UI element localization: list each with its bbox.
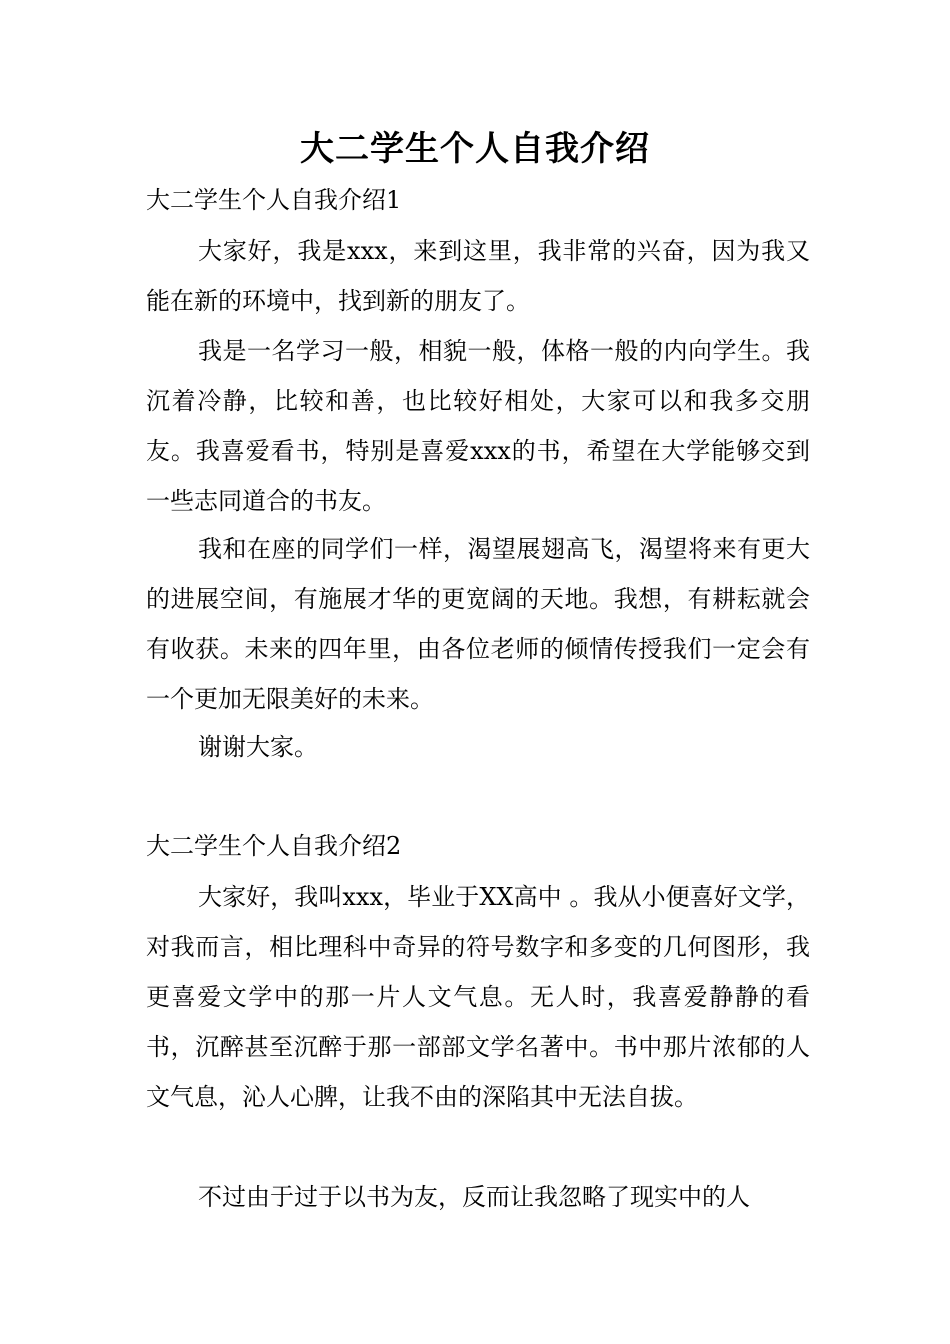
section-heading-2: 大二学生个人自我介绍2 xyxy=(146,832,402,860)
paragraph-self-description: 我是一名学习一般，相貌一般，体格一般的内向学生。我沉着冷静，比较和善，也比较好相处，大家可以和我多交朋友。我喜爱看书，特别是喜爱xxx的书，希望在大学能够交到一些志同道合的书友。 xyxy=(146,337,810,515)
document-title: 大二学生个人自我介绍 xyxy=(300,129,650,169)
paragraph-aspiration: 我和在座的同学们一样，渴望展翅高飞，渴望将来有更大的进展空间，有施展才华的更宽阔的天地。我想，有耕耘就会有收获。未来的四年里，由各位老师的倾情传授我们一定会有一个更加无限美好的未来。 xyxy=(146,535,810,713)
paragraph-greeting: 大家好，我是xxx，来到这里，我非常的兴奋，因为我又能在新的环境中，找到新的朋友了。 xyxy=(146,237,810,315)
paragraph-continued: 不过由于过于以书为友，反而让我忽略了现实中的人 xyxy=(198,1183,750,1211)
section-heading-1: 大二学生个人自我介绍1 xyxy=(146,186,402,214)
paragraph-literature: 大家好，我叫xxx，毕业于XX高中 。我从小便喜好文学，对我而言，相比理科中奇异的符号数字和多变的几何图形，我更喜爱文学中的那一片人文气息。无人时，我喜爱静静的看书，沉醉甚至沉醉于那一部部文学名著中。书中那片浓郁的人文气息，沁人心脾，让我不由的深陷其中无法自拔。 xyxy=(146,883,810,1111)
paragraph-thanks: 谢谢大家。 xyxy=(198,733,318,761)
